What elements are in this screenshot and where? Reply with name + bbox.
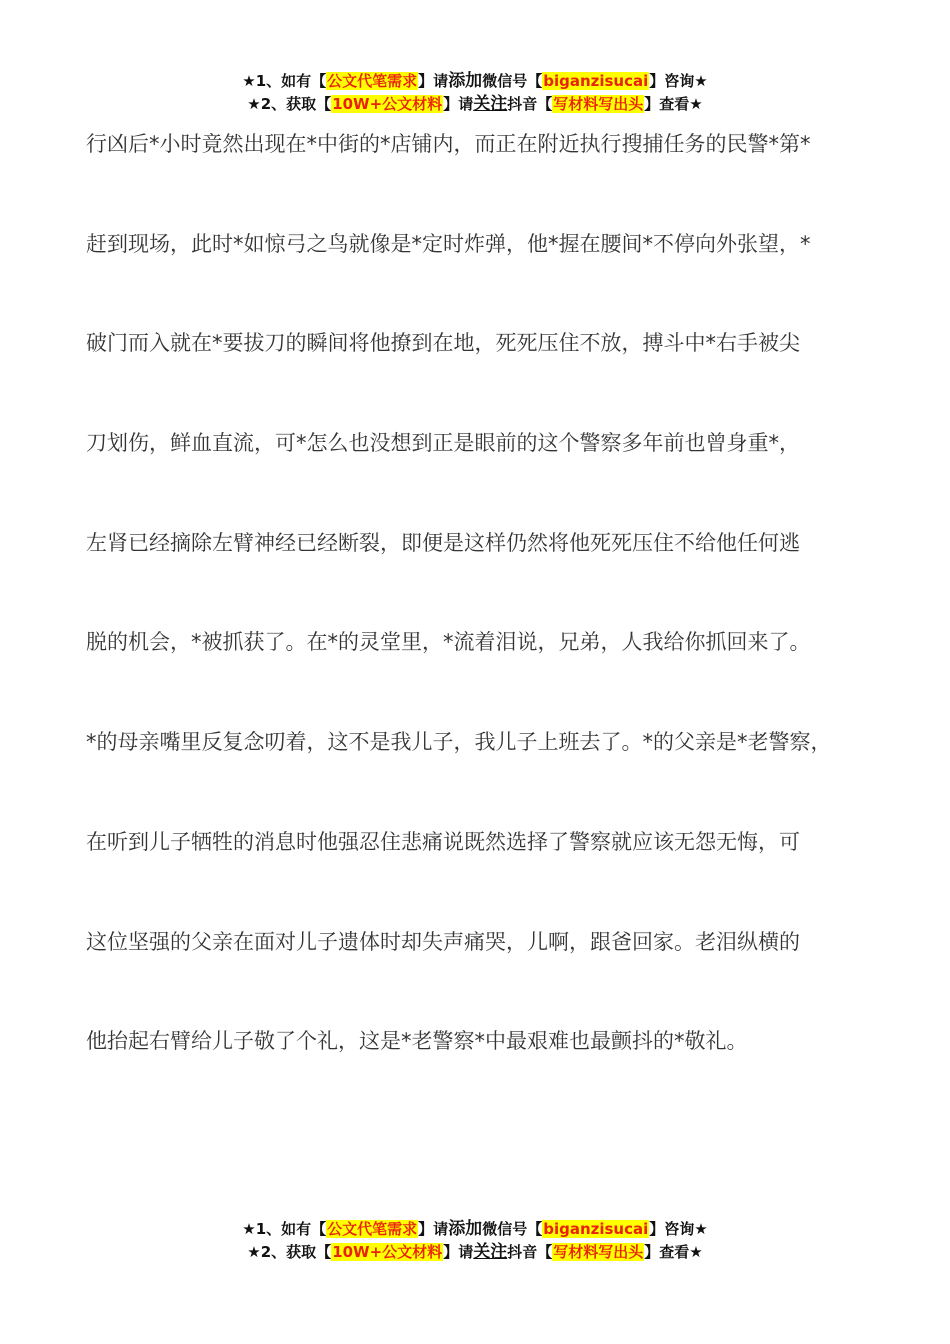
body-line: 行凶后*小时竟然出现在*中街的*店铺内，而正在附近执行搜捕任务的民警*第*	[86, 132, 811, 156]
banner-line-1-highlight-wechat: biganzisucai	[543, 72, 649, 90]
banner-line-2-prefix: ★2、获取【	[247, 1243, 332, 1261]
body-line: 破门而入就在*要拔刀的瞬间将他撩到在地，死死压住不放，搏斗中*右手被尖	[86, 331, 800, 356]
banner-line-2-text: 】请	[443, 95, 474, 113]
banner-line-2	[0, 93, 950, 116]
banner-line-1	[0, 1218, 950, 1241]
banner-line-2-highlight-douyin: 写材料写出头	[553, 95, 644, 113]
body-line: 在听到儿子牺牲的消息时他强忍住悲痛说既然选择了警察就应该无怨无悔，可	[86, 829, 800, 854]
banner-line-2-prefix: ★2、获取【	[247, 95, 332, 113]
banner-line-2-emphasis: 关注	[473, 1242, 508, 1262]
banner-line-1-text: 】请	[418, 1220, 449, 1238]
banner-line-1	[0, 70, 950, 93]
banner-line-1-highlight-service: 公文代笔需求	[327, 1220, 418, 1238]
banner-line-2-suffix: 】查看★	[644, 1243, 703, 1261]
banner-line-1-prefix: ★1、如有【	[242, 1220, 327, 1238]
banner-line-2	[0, 1241, 950, 1264]
banner-line-1-highlight-service: 公文代笔需求	[327, 72, 418, 90]
banner-line-1-highlight-wechat: biganzisucai	[543, 1220, 649, 1238]
banner-line-1-text-2: 微信号【	[482, 72, 543, 90]
header-banner	[0, 70, 950, 116]
footer-banner	[0, 1218, 950, 1264]
body-line: 左肾已经摘除左臂神经已经断裂，即便是这样仍然将他死死压住不给他任何逃	[86, 530, 800, 555]
body-line: 赶到现场，此时*如惊弓之鸟就像是*定时炸弹，他*握在腰间*不停向外张望，*	[86, 231, 811, 256]
body-line: *的母亲嘴里反复念叨着，这不是我儿子，我儿子上班去了。*的父亲是*老警察，	[86, 730, 832, 755]
banner-line-2-text-2: 抖音【	[507, 1243, 553, 1261]
banner-line-2-suffix: 】查看★	[644, 95, 703, 113]
banner-line-2-highlight-douyin: 写材料写出头	[553, 1243, 644, 1261]
body-line: 脱的机会，*被抓获了。在*的灵堂里，*流着泪说，兄弟，人我给你抓回来了。	[86, 630, 811, 655]
body-line: 这位坚强的父亲在面对儿子遗体时却失声痛哭，儿啊，跟爸回家。老泪纵横的	[86, 929, 800, 954]
banner-line-1-suffix: 】咨询★	[649, 1220, 708, 1238]
banner-line-2-text-2: 抖音【	[507, 95, 553, 113]
body-line: 刀划伤，鲜血直流，可*怎么也没想到正是眼前的这个警察多年前也曾身重*，	[86, 431, 800, 456]
banner-line-2-emphasis: 关注	[473, 94, 508, 114]
banner-line-1-emphasis: 添加	[448, 71, 483, 91]
banner-line-2-text: 】请	[443, 1243, 474, 1261]
banner-line-1-text-2: 微信号【	[482, 1220, 543, 1238]
banner-line-2-highlight-materials: 10W+公文材料	[332, 95, 443, 113]
banner-line-1-emphasis: 添加	[448, 1219, 483, 1239]
banner-line-1-suffix: 】咨询★	[649, 72, 708, 90]
banner-line-1-prefix: ★1、如有【	[242, 72, 327, 90]
body-line: 他抬起右臂给儿子敬了个礼，这是*老警察*中最艰难也最颤抖的*敬礼。	[86, 1029, 748, 1054]
banner-line-2-highlight-materials: 10W+公文材料	[332, 1243, 443, 1261]
banner-line-1-text: 】请	[418, 72, 449, 90]
document-body	[86, 126, 886, 1123]
